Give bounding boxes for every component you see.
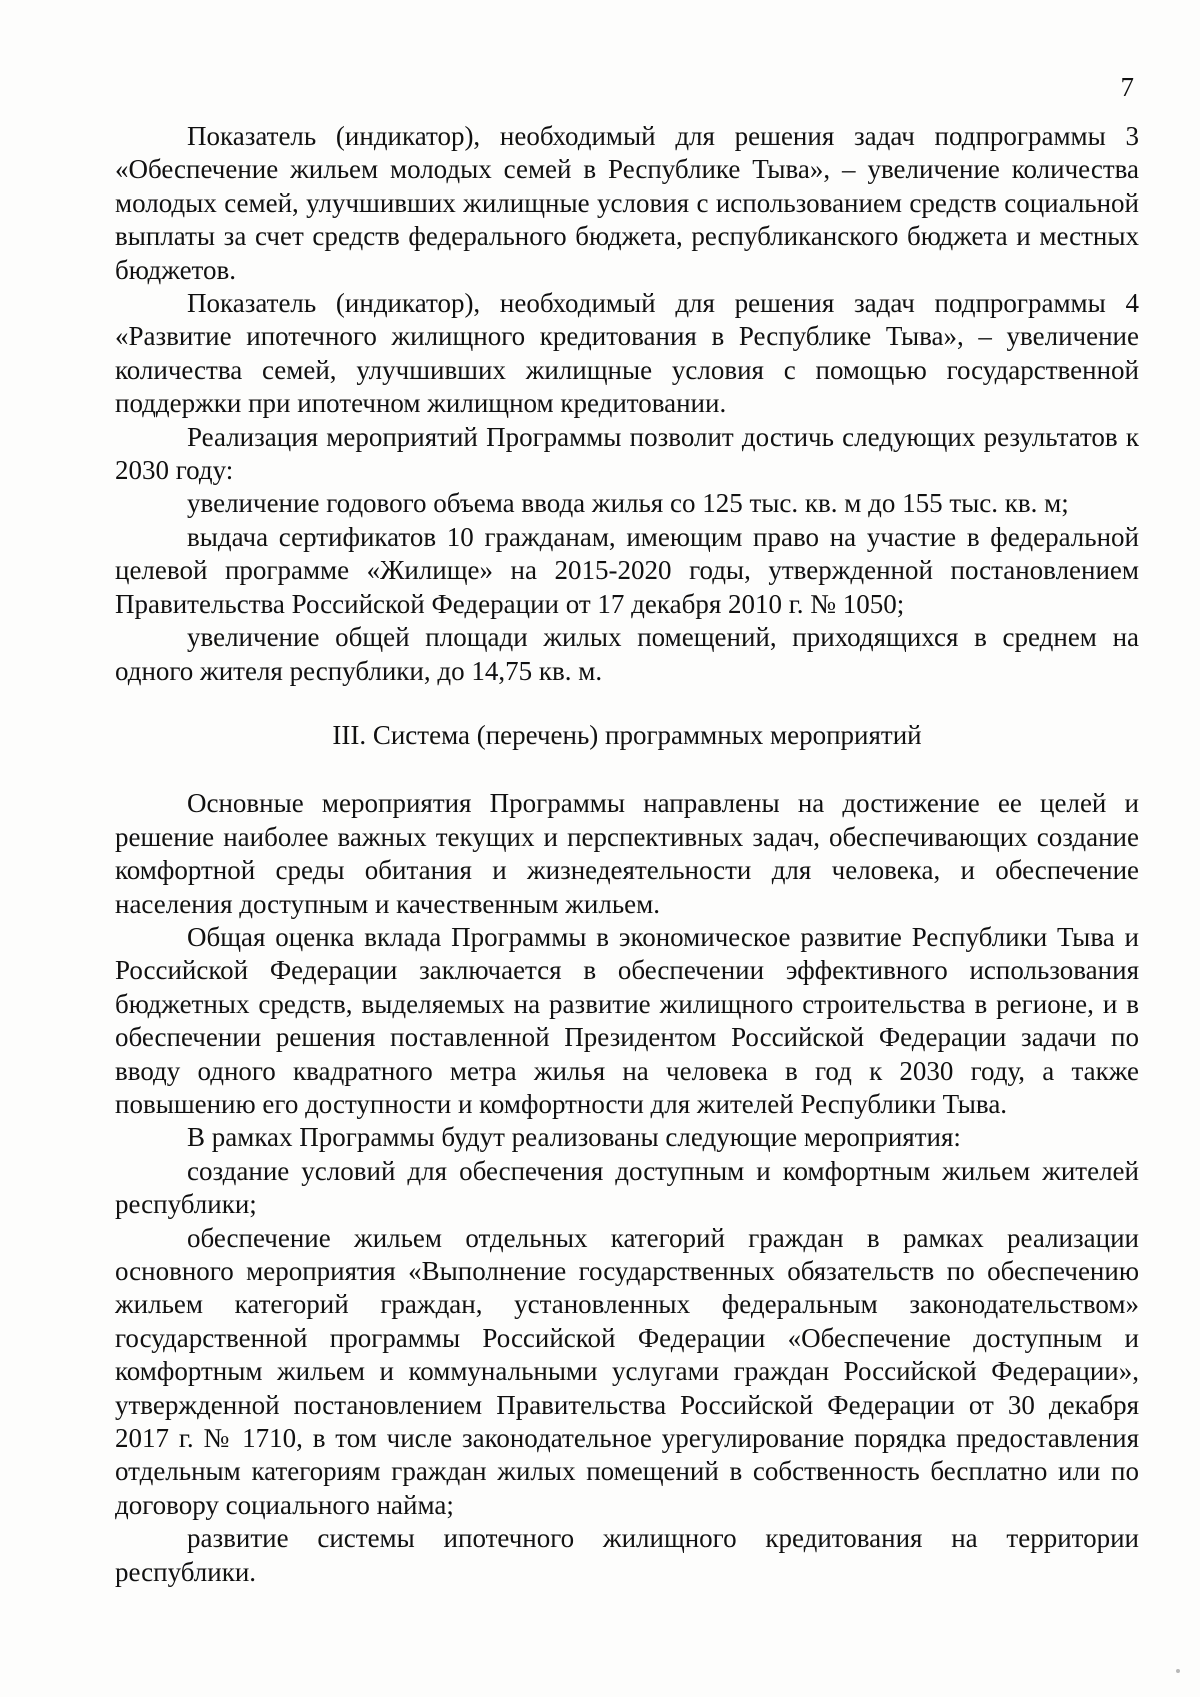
paragraph-main-activities: Основные мероприятия Программы направлены на достижение ее целей и решение наиболее важных текущих и перспективных задач, обеспечивающих создание комфортной среды обитания и жизнедеятельности для человека, и обеспечение населения доступным и качественным жильем. [115,788,1139,919]
paragraph-expected-results: Реализация мероприятий Программы позволит достичь следующих результатов к 2030 году: [115,421,1139,486]
section-heading: III. Система (перечень) программных мероприятий [332,719,922,750]
paragraph-affordable-housing: создание условий для обеспечения доступным и комфортным жильем жителей республики; [115,1155,1139,1220]
paragraph-indicator-subprogram-4: Показатель (индикатор), необходимый для решения задач подпрограммы 4 «Развитие ипотечного жилищного кредитования в Республике Тыва», – увеличение количества семей, улучшивших жилищные условия с помощью государственной поддержки при ипотечном жилищном кредитовании. [115,288,1139,419]
paragraph-program-framework: В рамках Программы будут реализованы следующие мероприятия: [187,1122,961,1153]
paragraph-living-area: увеличение общей площади жилых помещений, приходящихся в среднем на одного жителя республики, до 14,75 кв. м. [115,622,1139,686]
scan-mark [1176,1669,1180,1673]
paragraph-citizen-categories: обеспечение жильем отдельных категорий граждан в рамках реализации основного мероприятия «Выполнение государственных обязательств по обеспечению жильем категорий граждан, установленных федеральным законодательством» государственной программы Российской Федерации «Обеспечение доступным и комфортным жильем и коммунальными услугами граждан Российской Федерации», утвержденной постановлением Правительства Российской Федерации от 30 декабря 2017 г. № 1710, в том числе законодательное урегулирование порядка предоставления отдельным категориям граждан жилых помещений в собственность бесплатно или по договору социального найма; [115,1222,1139,1520]
document-body [115,120,1139,1589]
paragraph-economic-contribution: Общая оценка вклада Программы в экономическое развитие Республики Тыва и Российской Федерации заключается в обеспечении эффективного использования бюджетных средств, выделяемых на развитие жилищного строительства в регионе, и в обеспечении решения поставленной Президентом Российской Федерации задачи по вводу одного квадратного метра жилья на человека в год к 2030 году, а также повышению его доступности и комфортности для жителей Республики Тыва. [115,921,1139,1119]
paragraph-indicator-subprogram-3: Показатель (индикатор), необходимый для решения задач подпрограммы 3 «Обеспечение жильем молодых семей в Республике Тыва», – увеличение количества молодых семей, улучшивших жилищные условия с использованием средств социальной выплаты за счет средств федерального бюджета, республиканского бюджета и местных бюджетов. [115,121,1139,285]
paragraph-mortgage-system: развитие системы ипотечного жилищного кредитования на территории республики. [115,1523,1139,1587]
page-number: 7 [1120,72,1134,102]
paragraph-certificates: выдача сертификатов 10 гражданам, имеющим право на участие в федеральной целевой программе «Жилище» на 2015-2020 годы, утвержденной постановлением Правительства Российской Федерации от 17 декабря 2010 г. № 1050; [115,521,1139,619]
paragraph-housing-volume: увеличение годового объема ввода жилья со 125 тыс. кв. м до 155 тыс. кв. м; [187,488,1069,519]
